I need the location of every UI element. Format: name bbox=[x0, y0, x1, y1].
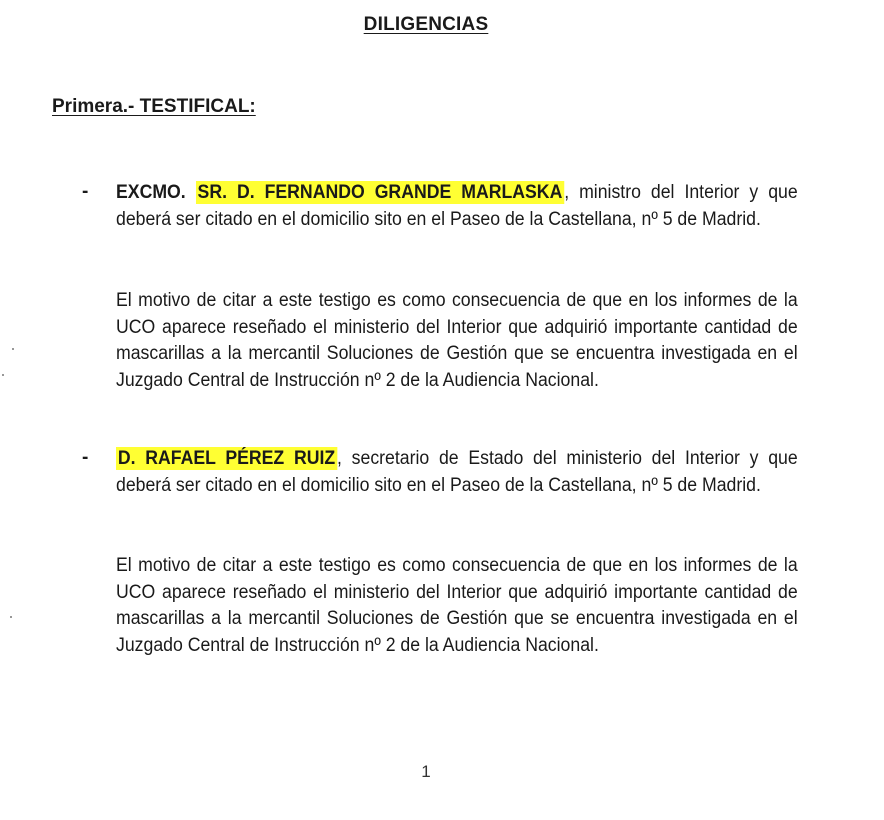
witness-name-highlighted: D. RAFAEL PÉREZ RUIZ bbox=[117, 448, 336, 469]
witness-motive-block bbox=[116, 288, 798, 394]
section-heading: Primera.- TESTIFICAL: bbox=[52, 96, 256, 117]
document-title: DILIGENCIAS bbox=[363, 14, 489, 35]
list-bullet: - bbox=[82, 181, 89, 202]
witness-citation bbox=[116, 180, 798, 233]
scan-artifact bbox=[2, 374, 4, 376]
witness-block bbox=[116, 446, 798, 499]
witness-block bbox=[116, 180, 798, 233]
witness-name-highlighted: SR. D. FERNANDO GRANDE MARLASKA bbox=[197, 182, 563, 203]
witness-motive-block bbox=[116, 553, 798, 659]
witness-motive: El motivo de citar a este testigo es como consecuencia de que en los informes de la UCO aparece reseñado el ministerio del Interior que adquirió importante cantidad de mascarillas a la mercantil Soluciones de Gestión que se encuentra investigada en el Juzgado Central de Instrucción nº 2 de la Audiencia Nacional. bbox=[116, 555, 798, 656]
list-bullet: - bbox=[82, 447, 89, 468]
witness-motive: El motivo de citar a este testigo es como consecuencia de que en los informes de la UCO aparece reseñado el ministerio del Interior que adquirió importante cantidad de mascarillas a la mercantil Soluciones de Gestión que se encuentra investigada en el Juzgado Central de Instrucción nº 2 de la Audiencia Nacional. bbox=[116, 290, 798, 391]
witness-citation bbox=[116, 446, 798, 499]
scan-artifact bbox=[12, 348, 14, 350]
witness-description: , ministro del Interior y que deberá ser citado en el domicilio sito en el Paseo de la Castellana, nº 5 de Madrid. bbox=[116, 182, 798, 230]
page-number: 1 bbox=[421, 762, 431, 781]
witness-description: , secretario de Estado del ministerio del Interior y que deberá ser citado en el domicilio sito en el Paseo de la Castellana, nº 5 de Madrid. bbox=[116, 448, 798, 496]
scan-artifact bbox=[10, 616, 12, 618]
witness-prefix: EXCMO. bbox=[116, 182, 196, 203]
